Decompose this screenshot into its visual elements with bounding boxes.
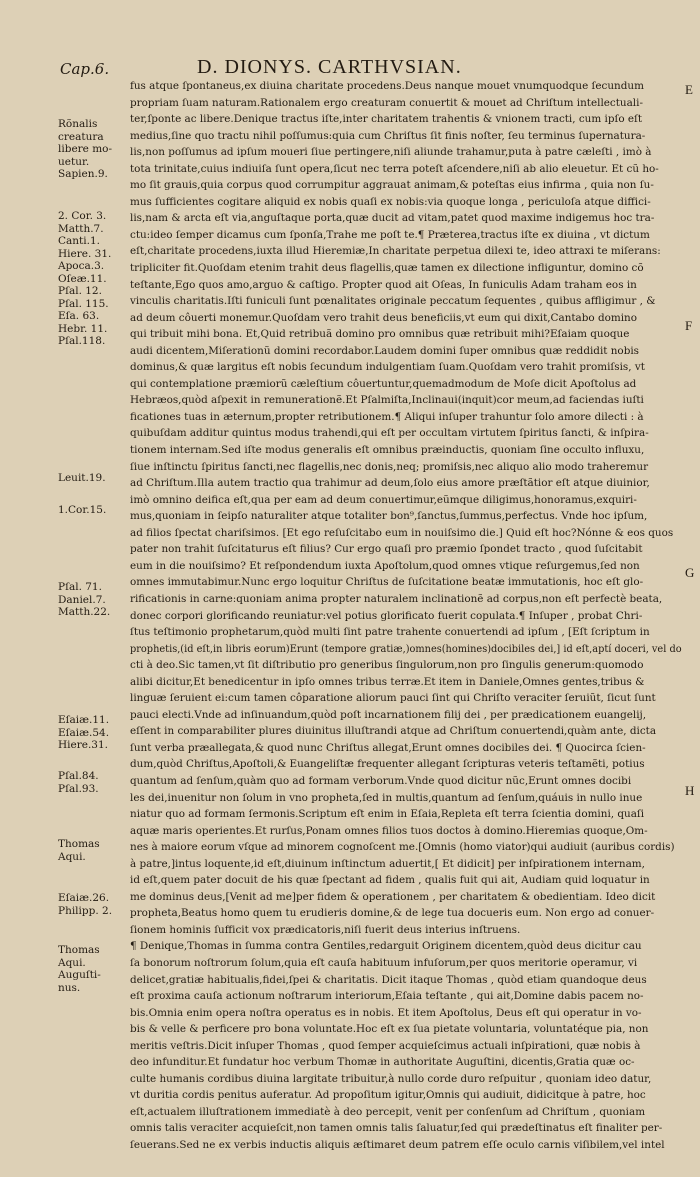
text-line: bis & velle & perficere pro bona voluntate.Hoc eſt ex ſua pietate voluntaria, voluntatéque pia, non — [130, 1023, 649, 1036]
text-line: id eſt,quem pater docuit de his quæ ſpectant ad fidem , qualis fuit qui ait, Audiam quid loquatur in — [130, 874, 650, 887]
margin-note: 1.Cor.15. — [58, 504, 107, 516]
text-line: ctu:ideo ſemper dicamus cum ſponſa,Trahe me poſt te.¶ Præterea,tractus iſte ex diuina , vt dictum — [130, 228, 650, 241]
text-line: lis,non poſſumus ad ipſum moueri ſiue pertingere,niſi aliunde trahamur,puta à patre cæleſti , imò à — [130, 146, 652, 159]
section-letter-f: F — [685, 318, 693, 333]
text-line: bis.Omnia enim opera noſtra operatus es in nobis. Et item Apoſtolus, Deus eſt qui operatur in vo- — [130, 1006, 642, 1019]
text-line: ter,ſponte ac libere.Denique tractus iſte,inter charitatem trahentis & vnionem tracti, cum ipſo eſt — [130, 113, 643, 126]
text-line: ficationes tuas in æternum,propter retributionem.¶ Aliqui inſuper trahuntur ſolo amore dilecti : à — [130, 410, 644, 423]
text-line: imò omnino deifica eſt,qua per eam ad deum conuertimur,eũmque diligimus,honoramus,exquiri- — [130, 493, 637, 506]
text-line: ſiue inſtinctu ſpiritus ſancti,nec flagellis,nec donis,neq; promiſsis,nec aliquo alio modo traheremur — [130, 460, 649, 473]
margin-note: Pſal. 71. Daniel.7. Matth.22. — [58, 581, 111, 618]
text-line: dum,quòd Chriſtus,Apoſtoli,& Euangeliſtæ frequenter allegant ſcripturas veteris teſtamẽti, potius — [130, 758, 645, 771]
text-line: ad Chriſtum.Illa autem tractio qua trahimur ad deum,ſolo eius amore præſtãtior eſt atque diuinior, — [130, 477, 650, 490]
text-line: ſa bonorum noſtrorum ſolum,quia eſt cauſa habituum infuſorum,per quos meritorie operamur, vi — [130, 956, 638, 969]
text-line: ad filios ſpectat chariſsimos. [Et ego reſuſcitabo eum in nouiſsimo die.] Quid eſt hoc?Nónne & eos quos — [130, 526, 674, 539]
text-line: ſunt verba præallegata,& quod nunc Chriſtus allegat,Erunt omnes docibiles dei. ¶ Quocirca ſcien- — [130, 741, 646, 754]
text-line: propheta,Beatus homo quem tu erudieris domine,& de lege tua docueris eum. Non ergo ad conuer- — [130, 907, 655, 920]
margin-note: Pſal.84. Pſal.93. — [58, 770, 99, 795]
text-line: tota trinitate,cuius indiuiſa ſunt opera,ſicut nec terra poteſt aſcendere,niſi ab alio eleuetur. Et cũ ho- — [130, 162, 659, 175]
text-line: donec corpori glorificando reuniatur:vel potius glorificato fuerit copulata.¶ Inſuper , probat Chri- — [130, 609, 643, 622]
text-line: nes à maiore eorum vſque ad minorem cognoſcent me.[Omnis (homo viator)qui audiuit (auribus cordis) — [130, 841, 675, 854]
text-line: eſt,charitate procedens,iuxta illud Hieremiæ,In charitate perpetua dilexi te, ideo attraxi te miſerans: — [130, 245, 661, 258]
text-line: ad deum côuerti monemur.Quoſdam vero trahit deus beneficiis,vt eum qui dixit,Cantabo domino — [130, 311, 637, 324]
text-line: vinculis charitatis.Iſti funiculi ſunt pœnalitates originale peccatum ſequentes , quibus affligimur , & — [130, 295, 656, 308]
text-line: ſionem hominis ſufficit vox prædicatoris,niſi fuerit deus interius inſtruens. — [130, 923, 521, 936]
margin-note: Thomas Aqui. — [58, 838, 100, 863]
text-line: qui contemplatione præmiorũ cæleſtium côuertuntur,quemadmodum de Moſe dicit Apoſtolus ad — [130, 377, 637, 390]
text-line: cti à deo.Sic tamen,vt ſit diſtributio pro generibus ſingulorum,non pro ſingulis generum:quomodo — [130, 659, 644, 672]
text-line: rificationis in carne:quoniam anima propter naturalem inclinationẽ ad corpus,non eſt perfectè beata, — [130, 592, 663, 605]
margin-note: Rõnalis creatura libere mo- uetur. Sapien.9. — [58, 118, 113, 180]
text-line: alibi dicitur,Et benedicentur in ipſo omnes tribus terræ.Et item in Daniele,Omnes gentes,tribus & — [130, 675, 645, 688]
section-letter-e: E — [685, 82, 693, 97]
text-line: delicet,gratiæ habitualis,fidei,ſpei & charitatis. Dicit itaque Thomas , quòd etiam quandoque deus — [130, 973, 647, 986]
margin-note: Eſaiæ.11. Eſaiæ.54. Hiere.31. — [58, 714, 110, 751]
text-line: tripliciter fit.Quoſdam etenim trahit deus flagellis,quæ tamen ex dilectione infliguntur, domino cõ — [130, 262, 644, 275]
margin-note: 2. Cor. 3. Matth.7. Canti.1. Hiere. 31. Apoca.3. Oſeæ.11. Pſal. 12. Pſal. 115. Eſa. 63. Hebr. 11. Pſal.118. — [58, 210, 112, 347]
text-line: eſt,actualem illuſtrationem immediatè à deo percepit, venit per conſenſum ad Chriſtum , quoniam — [130, 1105, 646, 1118]
body-text — [130, 78, 682, 1154]
text-line: audi dicentem,Miſerationũ domini recordabor.Laudem domini ſuper omnibus quæ reddidit nobis — [130, 344, 639, 357]
text-line: eſſent in comparabiliter plures diuinitus illuſtrandi atque ad Chriſtum conuertendi,quàm ante, dicta — [130, 725, 657, 738]
margin-note: Thomas Aqui. Auguſti- nus. — [58, 944, 101, 994]
margin-notes — [58, 0, 128, 1177]
text-line: medius,ſine quo tractu nihil poſſumus:quia cum Chriſtus ſit finis noſter, ſeu terminus ſupernatura- — [130, 129, 646, 142]
text-line: les dei,inuenitur non ſolum in vno propheta,ſed in multis,quantum ad ſenſum,quáuis in nullo inue — [130, 791, 643, 804]
text-line: vt duritia cordis penitus auferatur. Ad propoſitum igitur,Omnis qui audiuit, didicitque à patre, hoc — [130, 1089, 646, 1102]
text-line: prophetis,(id eſt,in libris eorum)Erunt (tempore gratiæ,)omnes(homines)docibiles dei,] id eſt,aptí doceri, vel do — [130, 642, 682, 655]
chapter-label: Cap.6. — [60, 60, 110, 78]
text-line: aquæ maris operientes.Et rurſus,Ponam omnes filios tuos doctos à domino.Hieremias quoque,Om- — [130, 824, 648, 837]
text-line: culte humanis cordibus diuina largitate tribuitur,à nullo corde duro reſpuitur , quoniam ideo datur, — [130, 1072, 652, 1085]
text-line: mus,quoniam in ſeipſo naturaliter atque totaliter bon⁹,ſanctus,ſummus,perfectus. Vnde hoc ipſum, — [130, 510, 648, 523]
section-letter-g: G — [685, 565, 695, 580]
running-title: D. DIONYS. CARTHVSIAN. — [197, 56, 462, 78]
text-line: eſt proxima cauſa actionum noſtrarum interiorum,Eſaia teſtante , qui ait,Domine dabis pacem no- — [130, 990, 644, 1003]
text-line: meritis veſtris.Dicit inſuper Thomas , quod ſemper acquieſcimus actuali inſpirationi, quæ nobis à — [130, 1039, 641, 1052]
text-line: omnes immutabimur.Nunc ergo loquitur Chriſtus de ſuſcitatione beatæ immutationis, hoc eſt glo- — [130, 576, 644, 589]
text-line: linguæ ſeruient ei:cum tamen côparatione aliorum pauci ſint qui Chriſto veraciter ſeruiũt, ſicut ſunt — [130, 692, 656, 705]
text-line: deo infunditur.Et fundatur hoc verbum Thomæ in authoritate Auguſtini, dicentis,Gratia quæ oc- — [130, 1056, 635, 1069]
text-line: omnis talis veraciter acquieſcit,non tamen omnis talis ſaluatur,ſed qui prædeſtinatus eſt finaliter per- — [130, 1122, 663, 1135]
text-line: niatur quo ad formam ſermonis.Scriptum eſt enim in Eſaia,Repleta eſt terra ſcientia domini, quaſi — [130, 808, 645, 821]
text-line: pauci electi.Vnde ad inſinuandum,quòd poſt incarnationem filij dei , per prædicationem euangelij, — [130, 708, 647, 721]
text-line: mo ſit grauis,quia corpus quod corrumpitur aggrauat animam,& poteſtas eius infirma , quia non ſu- — [130, 179, 654, 192]
text-line: à patre,]intus loquente,id eſt,diuinum inſtinctum aduertit,[ Et didicit] per inſpirationem internam, — [130, 857, 645, 870]
margin-note: Eſaiæ.26. Philipp. 2. — [58, 892, 113, 917]
text-line: lis,nam & arcta eſt via,anguſtaque porta,quæ ducit ad vitam,patet quod maxime indigemus hoc tra- — [130, 212, 655, 225]
text-line: dominus,& quæ largitus eſt nobis ſecundum indulgentiam ſuam.Quoſdam vero trahit promiſsis, vt — [130, 361, 645, 374]
text-line: propriam ſuam naturam.Rationalem ergo creaturam conuertit & mouet ad Chriſtum intellectuali- — [130, 96, 643, 109]
text-line: ſeuerans.Sed ne ex verbis inductis aliquis æſtimaret deum patrem eſſe oculo carnis viſibilem,vel intel — [130, 1139, 665, 1151]
text-line: ¶ Denique,Thomas in ſumma contra Gentiles,redarguit Originem dicentem,quòd deus dicitur cau — [130, 940, 642, 953]
text-line: ſtus teſtimonio prophetarum,quòd multi ſint patre trahente conuertendi ad ipſum , [Eſt ſcriptum in — [130, 626, 650, 639]
text-line: me dominus deus,[Venit ad me]per fidem & operationem , per charitatem & obedientiam. Ideo dicit — [130, 890, 656, 903]
text-line: qui tribuit mihi bona. Et,Quid retribuã domino pro omnibus quæ retribuit mihi?Eſaiam quoque — [130, 328, 630, 341]
text-line: Hebræos,quòd aſpexit in remunerationẽ.Et Pſalmiſta,Inclinaui(inquit)cor meum,ad faciendas iuſti — [130, 394, 644, 407]
text-line: fus atque ſpontaneus,ex diuina charitate procedens.Deus nanque mouet vnumquodque ſecundum — [130, 80, 644, 92]
text-line: eum in die nouiſsimo? Et reſpondendum iuxta Apoſtolum,quod omnes vtique reſurgemus,ſed non — [130, 559, 640, 572]
text-line: teſtante,Ego quos amo,arguo & caſtigo. Propter quod ait Oſeas, In funiculis Adam traham eos in — [130, 278, 637, 291]
margin-note: Leuit.19. — [58, 472, 106, 484]
text-line: pater non trahit ſuſcitaturus eſt filius? Cur ergo quaſi pro præmio ſpondet tracto , quod ſuſcitabit — [130, 543, 643, 556]
section-letter-h: H — [685, 783, 695, 798]
text-line: mus ſufficientes cogitare aliquid ex nobis quaſi ex nobis:via quoque longa , periculoſa atque diffici- — [130, 195, 651, 208]
text-line: tionem internam.Sed iſte modus generalis eſt omnibus præinductis, quoniam ſine occulto influxu, — [130, 444, 645, 457]
text-line: quibuſdam additur quintus modus trahendi,qui eſt per occultam virtutem ſpiritus ſancti, & inſpira- — [130, 427, 649, 440]
text-line: quantum ad ſenſum,quàm quo ad formam verborum.Vnde quod dicitur nũc,Erunt omnes docibi — [130, 774, 632, 787]
